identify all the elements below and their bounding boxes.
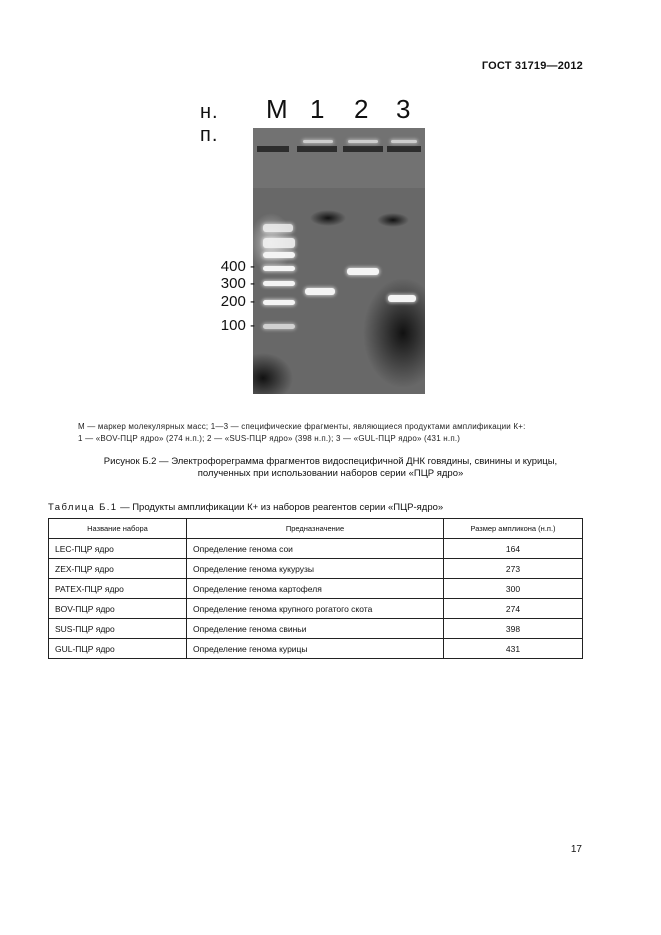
size-mark-200: 200 -: [220, 293, 255, 310]
table-row: [49, 599, 583, 619]
cell-size: 273: [444, 559, 583, 579]
size-mark-400: 400 -: [220, 258, 255, 275]
well-glow-3: [391, 140, 417, 143]
table-row: [49, 619, 583, 639]
table-row: [49, 539, 583, 559]
figure-caption: [60, 456, 601, 480]
page-number: 17: [570, 844, 582, 855]
marker-band-400: [263, 266, 295, 271]
cell-purpose: Определение генома картофеля: [187, 579, 444, 599]
well-lane-1: [297, 146, 337, 152]
marker-band-300: [263, 281, 295, 286]
cell-kit: GUL-ПЦР ядро: [49, 639, 187, 659]
cell-kit: SUS-ПЦР ядро: [49, 619, 187, 639]
table-row: [49, 559, 583, 579]
cell-size: 398: [444, 619, 583, 639]
cell-purpose: Определение генома кукурузы: [187, 559, 444, 579]
cell-purpose: Определение генома сои: [187, 539, 444, 559]
size-mark-300: 300 -: [220, 275, 255, 292]
marker-band-100: [263, 324, 295, 329]
table-header-row: [49, 519, 583, 539]
lane-label-marker: М: [266, 94, 288, 124]
table-title-label: Таблица Б.1: [48, 502, 118, 513]
table-row: [49, 639, 583, 659]
cell-purpose: Определение генома свиньи: [187, 619, 444, 639]
table-row: [49, 579, 583, 599]
lane-label-2: 2: [354, 94, 369, 124]
size-marks: [207, 258, 255, 338]
figure-legend-line-1: М — маркер молекулярных масс; 1—3 — специфические фрагменты, являющиеся продуктами амплификации К+:: [78, 422, 526, 431]
gel-texture: [253, 128, 425, 394]
band-lane-3: [388, 295, 416, 302]
figure-legend-line-2: 1 — «BOV-ПЦР ядро» (274 н.п.); 2 — «SUS-ПЦР ядро» (398 н.п.); 3 — «GUL-ПЦР ядро» (431 н.п.): [78, 434, 461, 443]
cell-size: 164: [444, 539, 583, 559]
well-np: [257, 146, 289, 152]
well-glow-2: [348, 140, 378, 143]
cell-kit: ZEX-ПЦР ядро: [49, 559, 187, 579]
figure-caption-line-2: полученных при использовании наборов серии «ПЦР ядро»: [197, 468, 464, 479]
cell-size: 274: [444, 599, 583, 619]
cell-kit: PATEX-ПЦР ядро: [49, 579, 187, 599]
figure-legend: [78, 421, 578, 445]
lane-label-3: 3: [396, 94, 411, 124]
well-lane-2: [343, 146, 383, 152]
well-glow-1: [303, 140, 333, 143]
band-lane-2: [347, 268, 379, 275]
lane-label-1: 1: [310, 94, 325, 124]
col-header-kit: Название набора: [49, 519, 187, 539]
col-header-purpose: Предназначение: [187, 519, 444, 539]
table-title: [48, 502, 443, 513]
cell-kit: BOV-ПЦР ядро: [49, 599, 187, 619]
well-lane-3: [387, 146, 421, 152]
lane-label-np: н. п.: [200, 101, 219, 146]
size-mark-100: 100 -: [220, 317, 255, 334]
figure-caption-line-1: Рисунок Б.2 — Электрофореграмма фрагментов видоспецифичной ДНК говядины, свинины и курицы,: [103, 456, 558, 467]
cell-purpose: Определение генома курицы: [187, 639, 444, 659]
cell-size: 431: [444, 639, 583, 659]
marker-band-200: [263, 300, 295, 305]
marker-band-500: [263, 252, 295, 258]
gel-image: [253, 128, 425, 394]
cell-purpose: Определение генома крупного рогатого скота: [187, 599, 444, 619]
cell-size: 300: [444, 579, 583, 599]
band-lane-1: [305, 288, 335, 295]
col-header-size: Размер ампликона (н.п.): [444, 519, 583, 539]
header-standard-code: ГОСТ 31719—2012: [481, 60, 583, 72]
amplicon-table: [48, 518, 583, 659]
table-title-text: — Продукты амплификации К+ из наборов реагентов серии «ПЦР-ядро»: [117, 502, 444, 513]
cell-kit: LEC-ПЦР ядро: [49, 539, 187, 559]
marker-band-high: [263, 238, 295, 248]
marker-band-top: [263, 224, 293, 232]
